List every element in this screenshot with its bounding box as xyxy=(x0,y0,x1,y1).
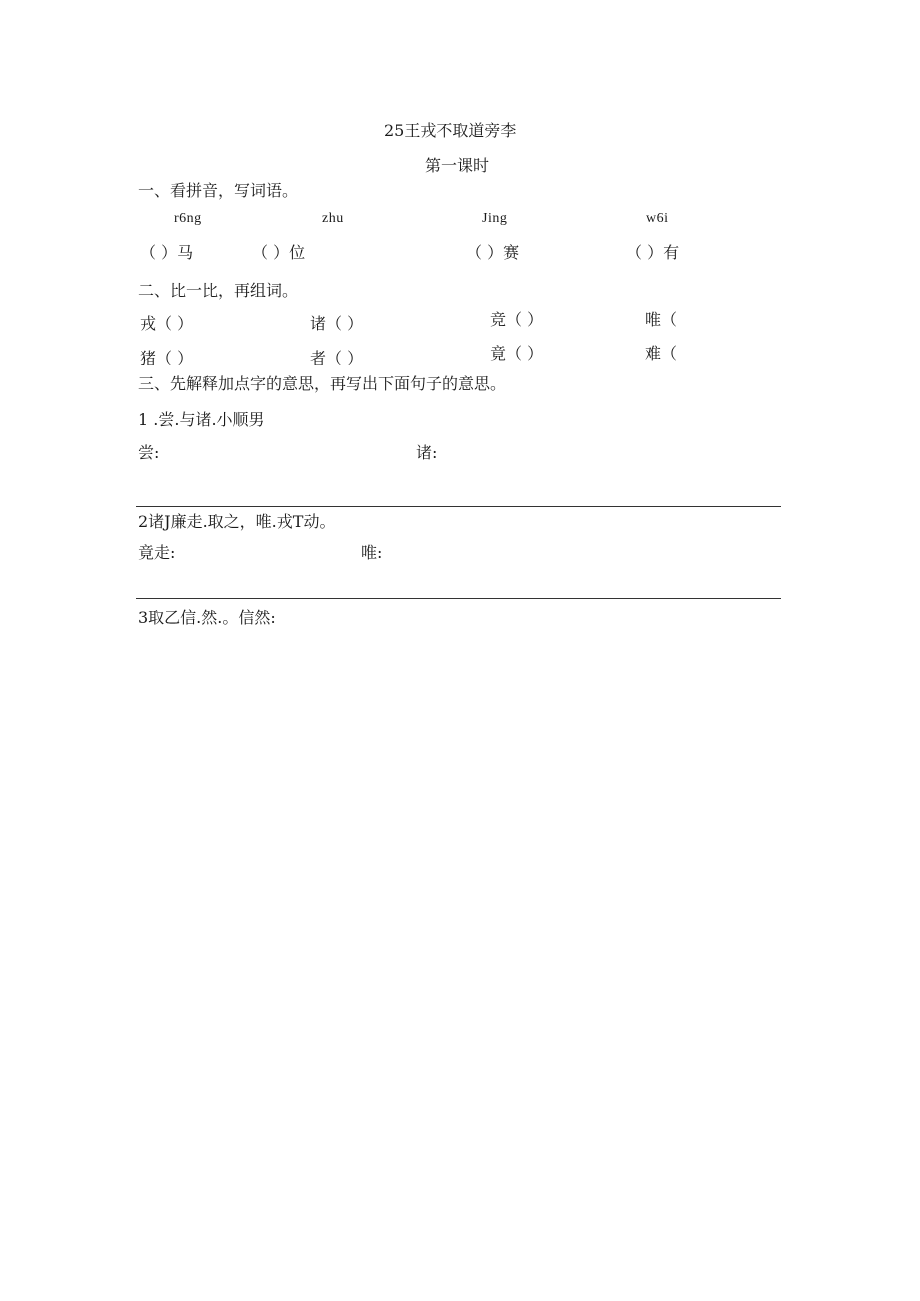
question-1-label-b: 诸: xyxy=(416,443,438,462)
pinyin-3: Jing xyxy=(482,211,508,226)
section3-heading: 三、先解释加点字的意思，再写出下面句子的意思。 xyxy=(138,374,507,393)
word-blank-1[interactable]: （ ）马 xyxy=(140,243,194,262)
question-2-label-b: 唯: xyxy=(361,543,383,562)
compare-item[interactable]: 竞（ ） xyxy=(490,310,544,329)
pinyin-4: w6i xyxy=(646,211,669,226)
section2-heading: 二、比一比，再组词。 xyxy=(138,281,299,300)
compare-item[interactable]: 唯（ xyxy=(645,310,678,329)
question-1-sentence: 1 .尝.与诸.小顺男 xyxy=(138,410,265,429)
answer-line-2[interactable] xyxy=(136,598,781,599)
page-subtitle: 第一课时 xyxy=(425,156,490,175)
word-blank-2[interactable]: （ ）位 xyxy=(252,243,306,262)
compare-item[interactable]: 难（ xyxy=(645,344,678,363)
section1-heading: 一、看拼音，写词语。 xyxy=(138,181,299,200)
word-blank-3[interactable]: （ ）赛 xyxy=(466,243,520,262)
question-2-label-a: 竟走: xyxy=(138,543,176,562)
compare-item[interactable]: 戎（ ） xyxy=(140,314,194,333)
compare-item[interactable]: 猪（ ） xyxy=(140,349,194,365)
answer-line-1[interactable] xyxy=(136,506,781,507)
word-blank-4[interactable]: （ ）有 xyxy=(626,243,680,262)
compare-item[interactable]: 者（ ） xyxy=(310,349,364,365)
pinyin-1: r6ng xyxy=(174,211,202,226)
page-title: 25王戎不取道旁李 xyxy=(384,121,517,140)
question-3-sentence: 3取乙信.然.。信然: xyxy=(138,608,276,627)
question-2-sentence: 2诸J廉走.取之，唯.戎T动。 xyxy=(138,512,336,531)
compare-item[interactable]: 诸（ ） xyxy=(310,314,364,333)
compare-item[interactable]: 竟（ ） xyxy=(490,344,544,363)
pinyin-2: zhu xyxy=(322,211,344,226)
question-1-label-a: 尝: xyxy=(138,443,160,462)
compare-row-clipped xyxy=(0,344,920,365)
